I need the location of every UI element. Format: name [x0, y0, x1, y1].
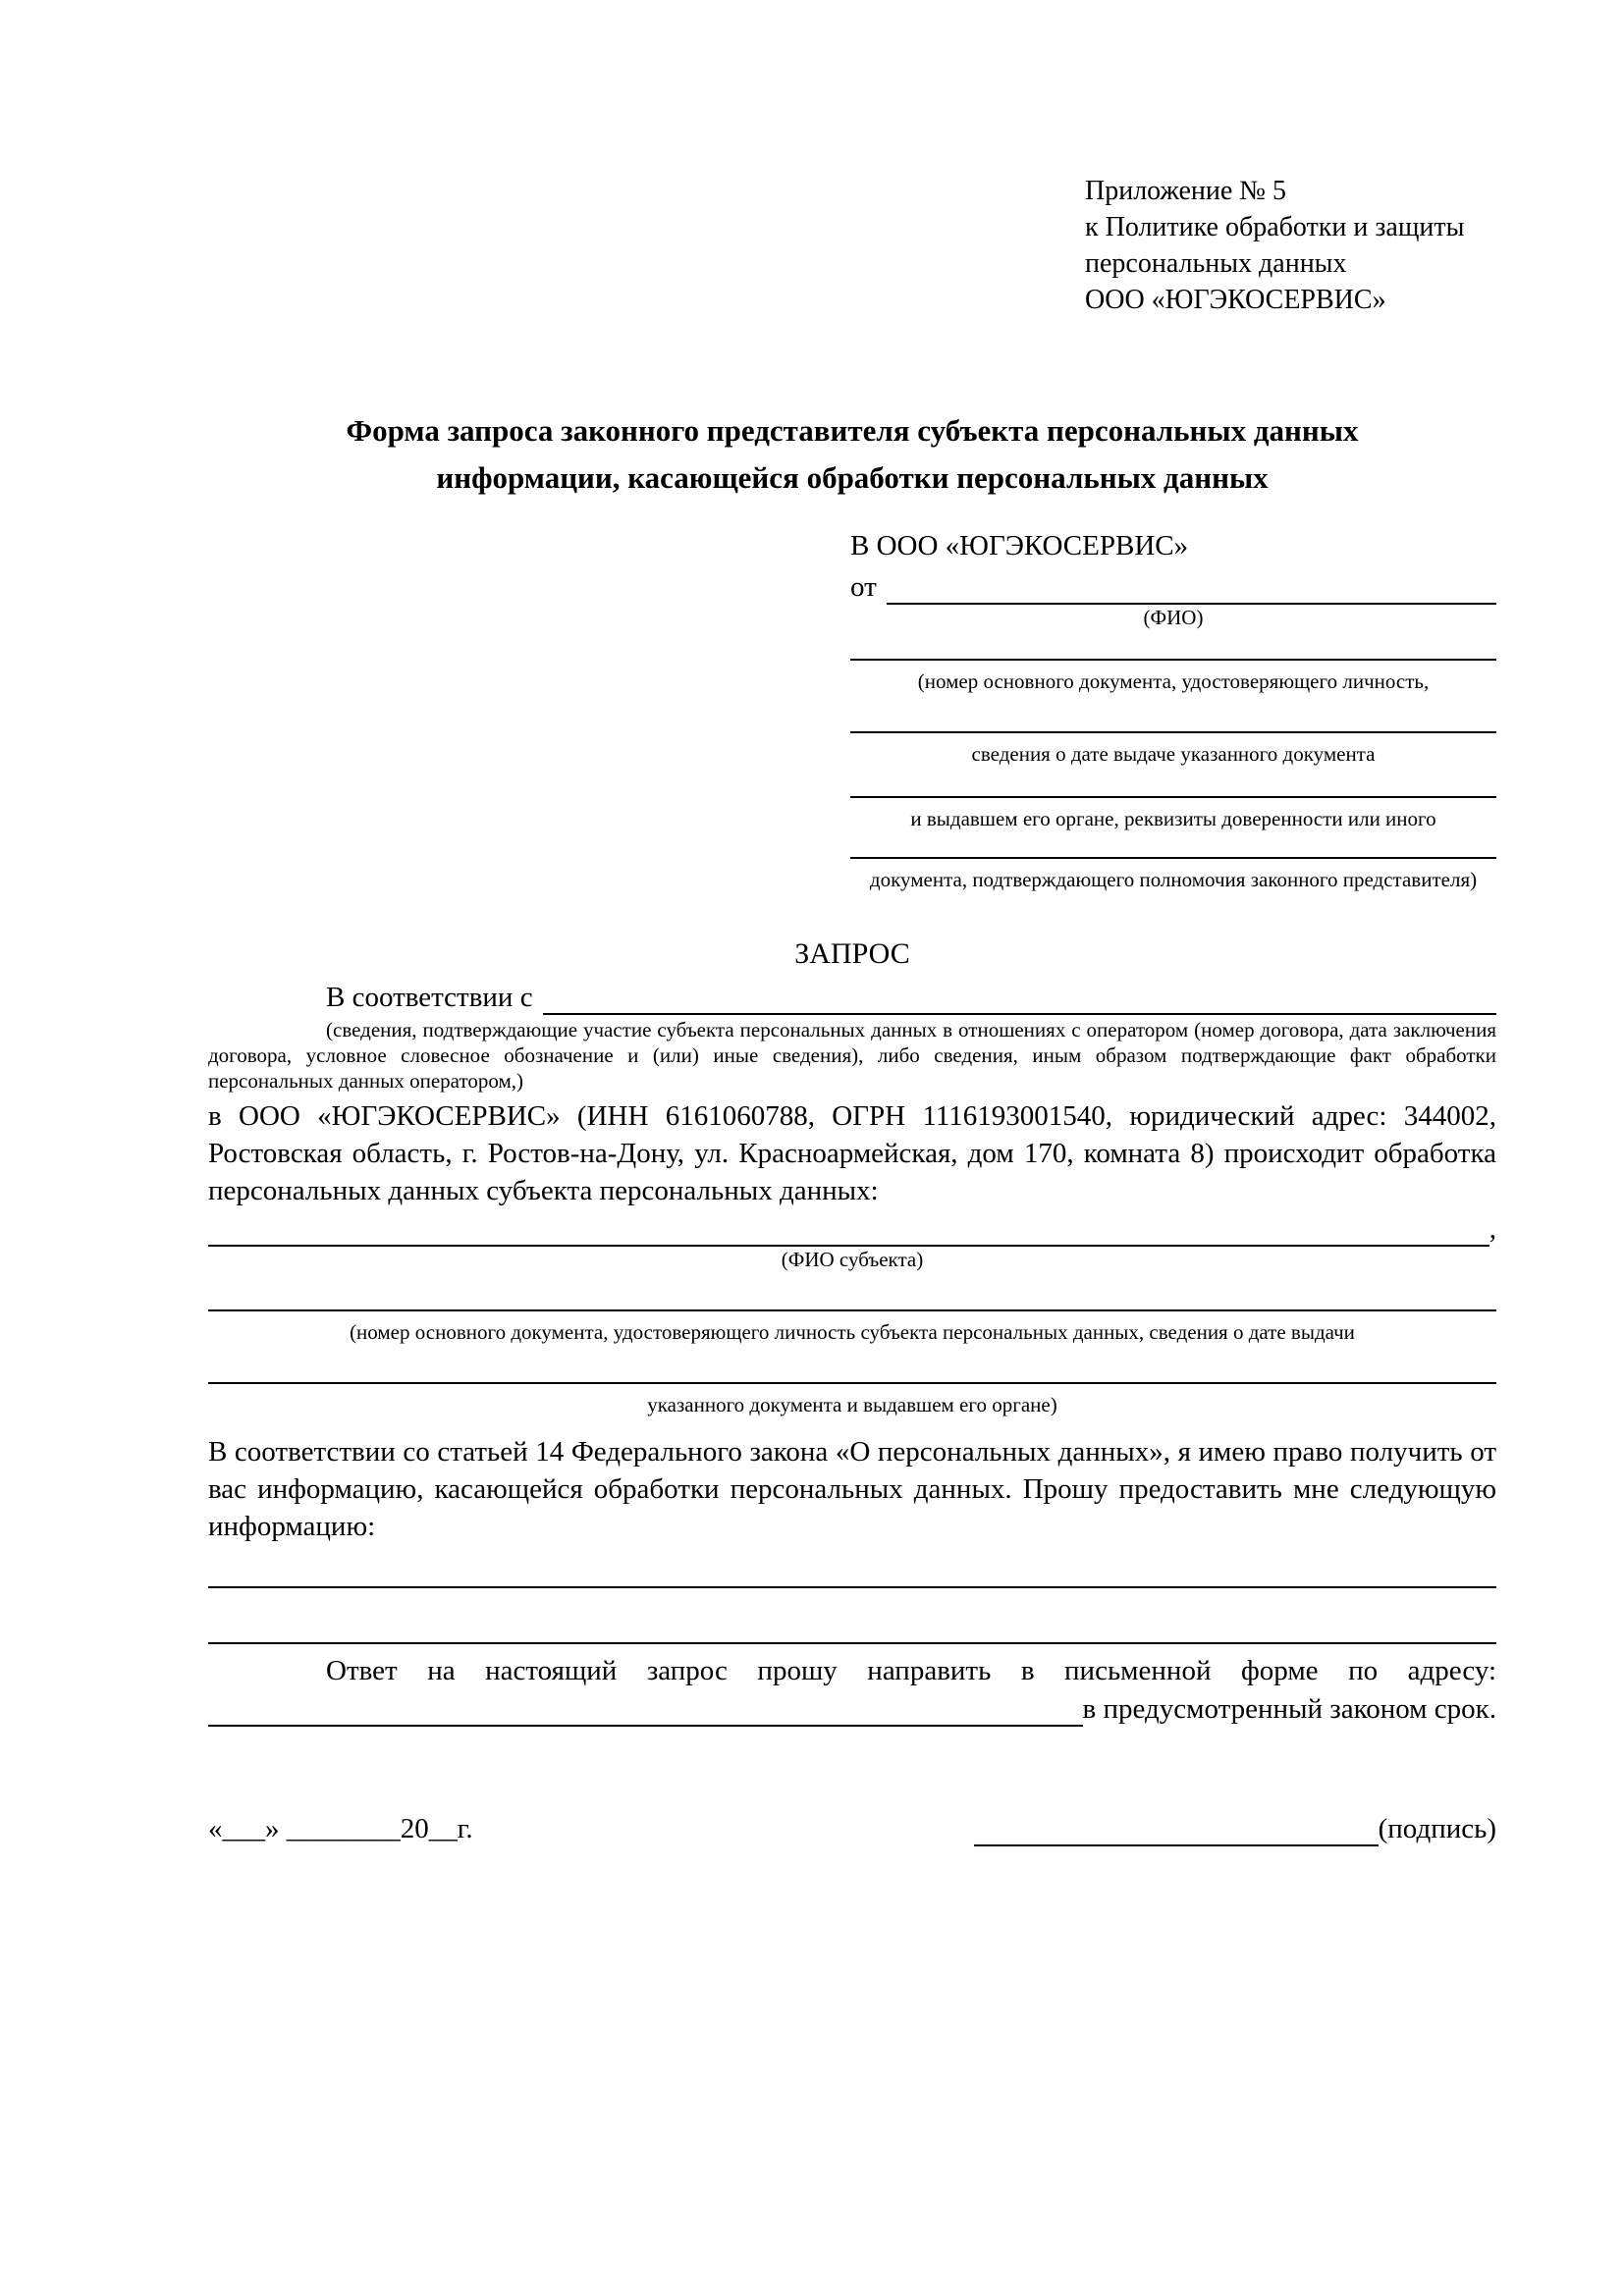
- signature-group: [974, 1811, 1496, 1846]
- form-title-line-2: информации, касающейся обработки персональных данных: [436, 460, 1269, 495]
- signature-row: [208, 1811, 1496, 1846]
- intro-blank-line: [543, 984, 1496, 1015]
- intro-field-row: [208, 980, 1496, 1015]
- addressee-org: В ООО «ЮГЭКОСЕРВИС»: [850, 530, 1189, 561]
- form-title-line-1: Форма запроса законного представителя субъекта персональных данных: [346, 413, 1359, 448]
- appendix-block: [1085, 173, 1496, 318]
- subject-doc-caption-2: указанного документа и выдавшем его органе): [647, 1393, 1057, 1416]
- intro-label: В соответствии с: [326, 982, 533, 1013]
- subject-fio-caption: (ФИО субъекта): [781, 1248, 924, 1271]
- subject-doc-blank-line-2: [208, 1382, 1496, 1384]
- from-field-row: [850, 569, 1496, 605]
- fio-blank-line: [887, 573, 1496, 605]
- doc-caption-1: (номер основного документа, удостоверяющего личность,: [917, 669, 1430, 693]
- doc-blank-line-2: [850, 731, 1496, 733]
- from-label: от: [850, 571, 877, 603]
- info-blank-line-1: [208, 1586, 1496, 1588]
- doc-caption-2: сведения о дате выдаче указанного документа: [971, 742, 1376, 766]
- appendix-line-3: персональных данных: [1085, 248, 1347, 279]
- doc-blank-line-3: [850, 796, 1496, 798]
- subject-doc-caption-1: (номер основного документа, удостоверяющего личность субъекта персональных данных, сведения о дате выдачи: [350, 1320, 1355, 1344]
- subject-fio-row: [208, 1211, 1496, 1247]
- subject-doc-blank-line-1: [208, 1309, 1496, 1311]
- reply-address-row: [208, 1691, 1496, 1727]
- appendix-line-2: к Политике обработки и защиты: [1085, 212, 1465, 242]
- doc-blank-line-1: [850, 659, 1496, 661]
- date-line: «___» ________20__г.: [208, 1813, 473, 1844]
- appendix-line-4: ООО «ЮГЭКОСЕРВИС»: [1085, 285, 1386, 315]
- signature-caption: (подпись): [1378, 1813, 1496, 1844]
- appendix-line-1: Приложение № 5: [1085, 176, 1286, 206]
- fio-caption: (ФИО): [1143, 606, 1204, 629]
- form-title: [208, 407, 1496, 502]
- intro-caption: (сведения, подтверждающие участие субъекта персональных данных в отношениях с оператором (номер договора, дата заключения договора, условное словесное обозначение и (или) иные сведения), либо сведения, иным образом подтверждающие факт обработки персональных данных оператором,): [208, 1018, 1496, 1093]
- subject-fio-blank-line: [208, 1215, 1489, 1247]
- addressee-block: [850, 528, 1496, 892]
- request-heading: ЗАПРОС: [794, 937, 910, 970]
- operator-paragraph: в ООО «ЮГЭКОСЕРВИС» (ИНН 6161060788, ОГРН 1116193001540, юридический адрес: 344002, Ростовская область, г. Ростов-на-Дону, ул. Красноармейская, дом 170, комната 8) происходит обработка персональных данных субъекта персональных данных:: [208, 1100, 1496, 1206]
- doc-blank-line-4: [850, 857, 1496, 859]
- address-blank-line: [208, 1695, 1083, 1727]
- law-paragraph: В соответствии со статьей 14 Федерального закона «О персональных данных», я имею право получить от вас информацию, касающейся обработки персональных данных. Прошу предоставить мне следующую информацию:: [208, 1436, 1496, 1542]
- doc-caption-3: и выдавшем его органе, реквизиты доверенности или иного: [910, 807, 1436, 830]
- info-blank-line-2: [208, 1642, 1496, 1644]
- signature-blank-line: [974, 1815, 1379, 1846]
- reply-paragraph: Ответ на настоящий запрос прошу направить в письменной форме по адресу:: [326, 1655, 1496, 1686]
- doc-caption-4: документа, подтверждающего полномочия законного представителя): [869, 868, 1478, 891]
- reply-tail: в предусмотренный законом срок.: [1082, 1693, 1496, 1725]
- subject-comma: ,: [1489, 1213, 1496, 1245]
